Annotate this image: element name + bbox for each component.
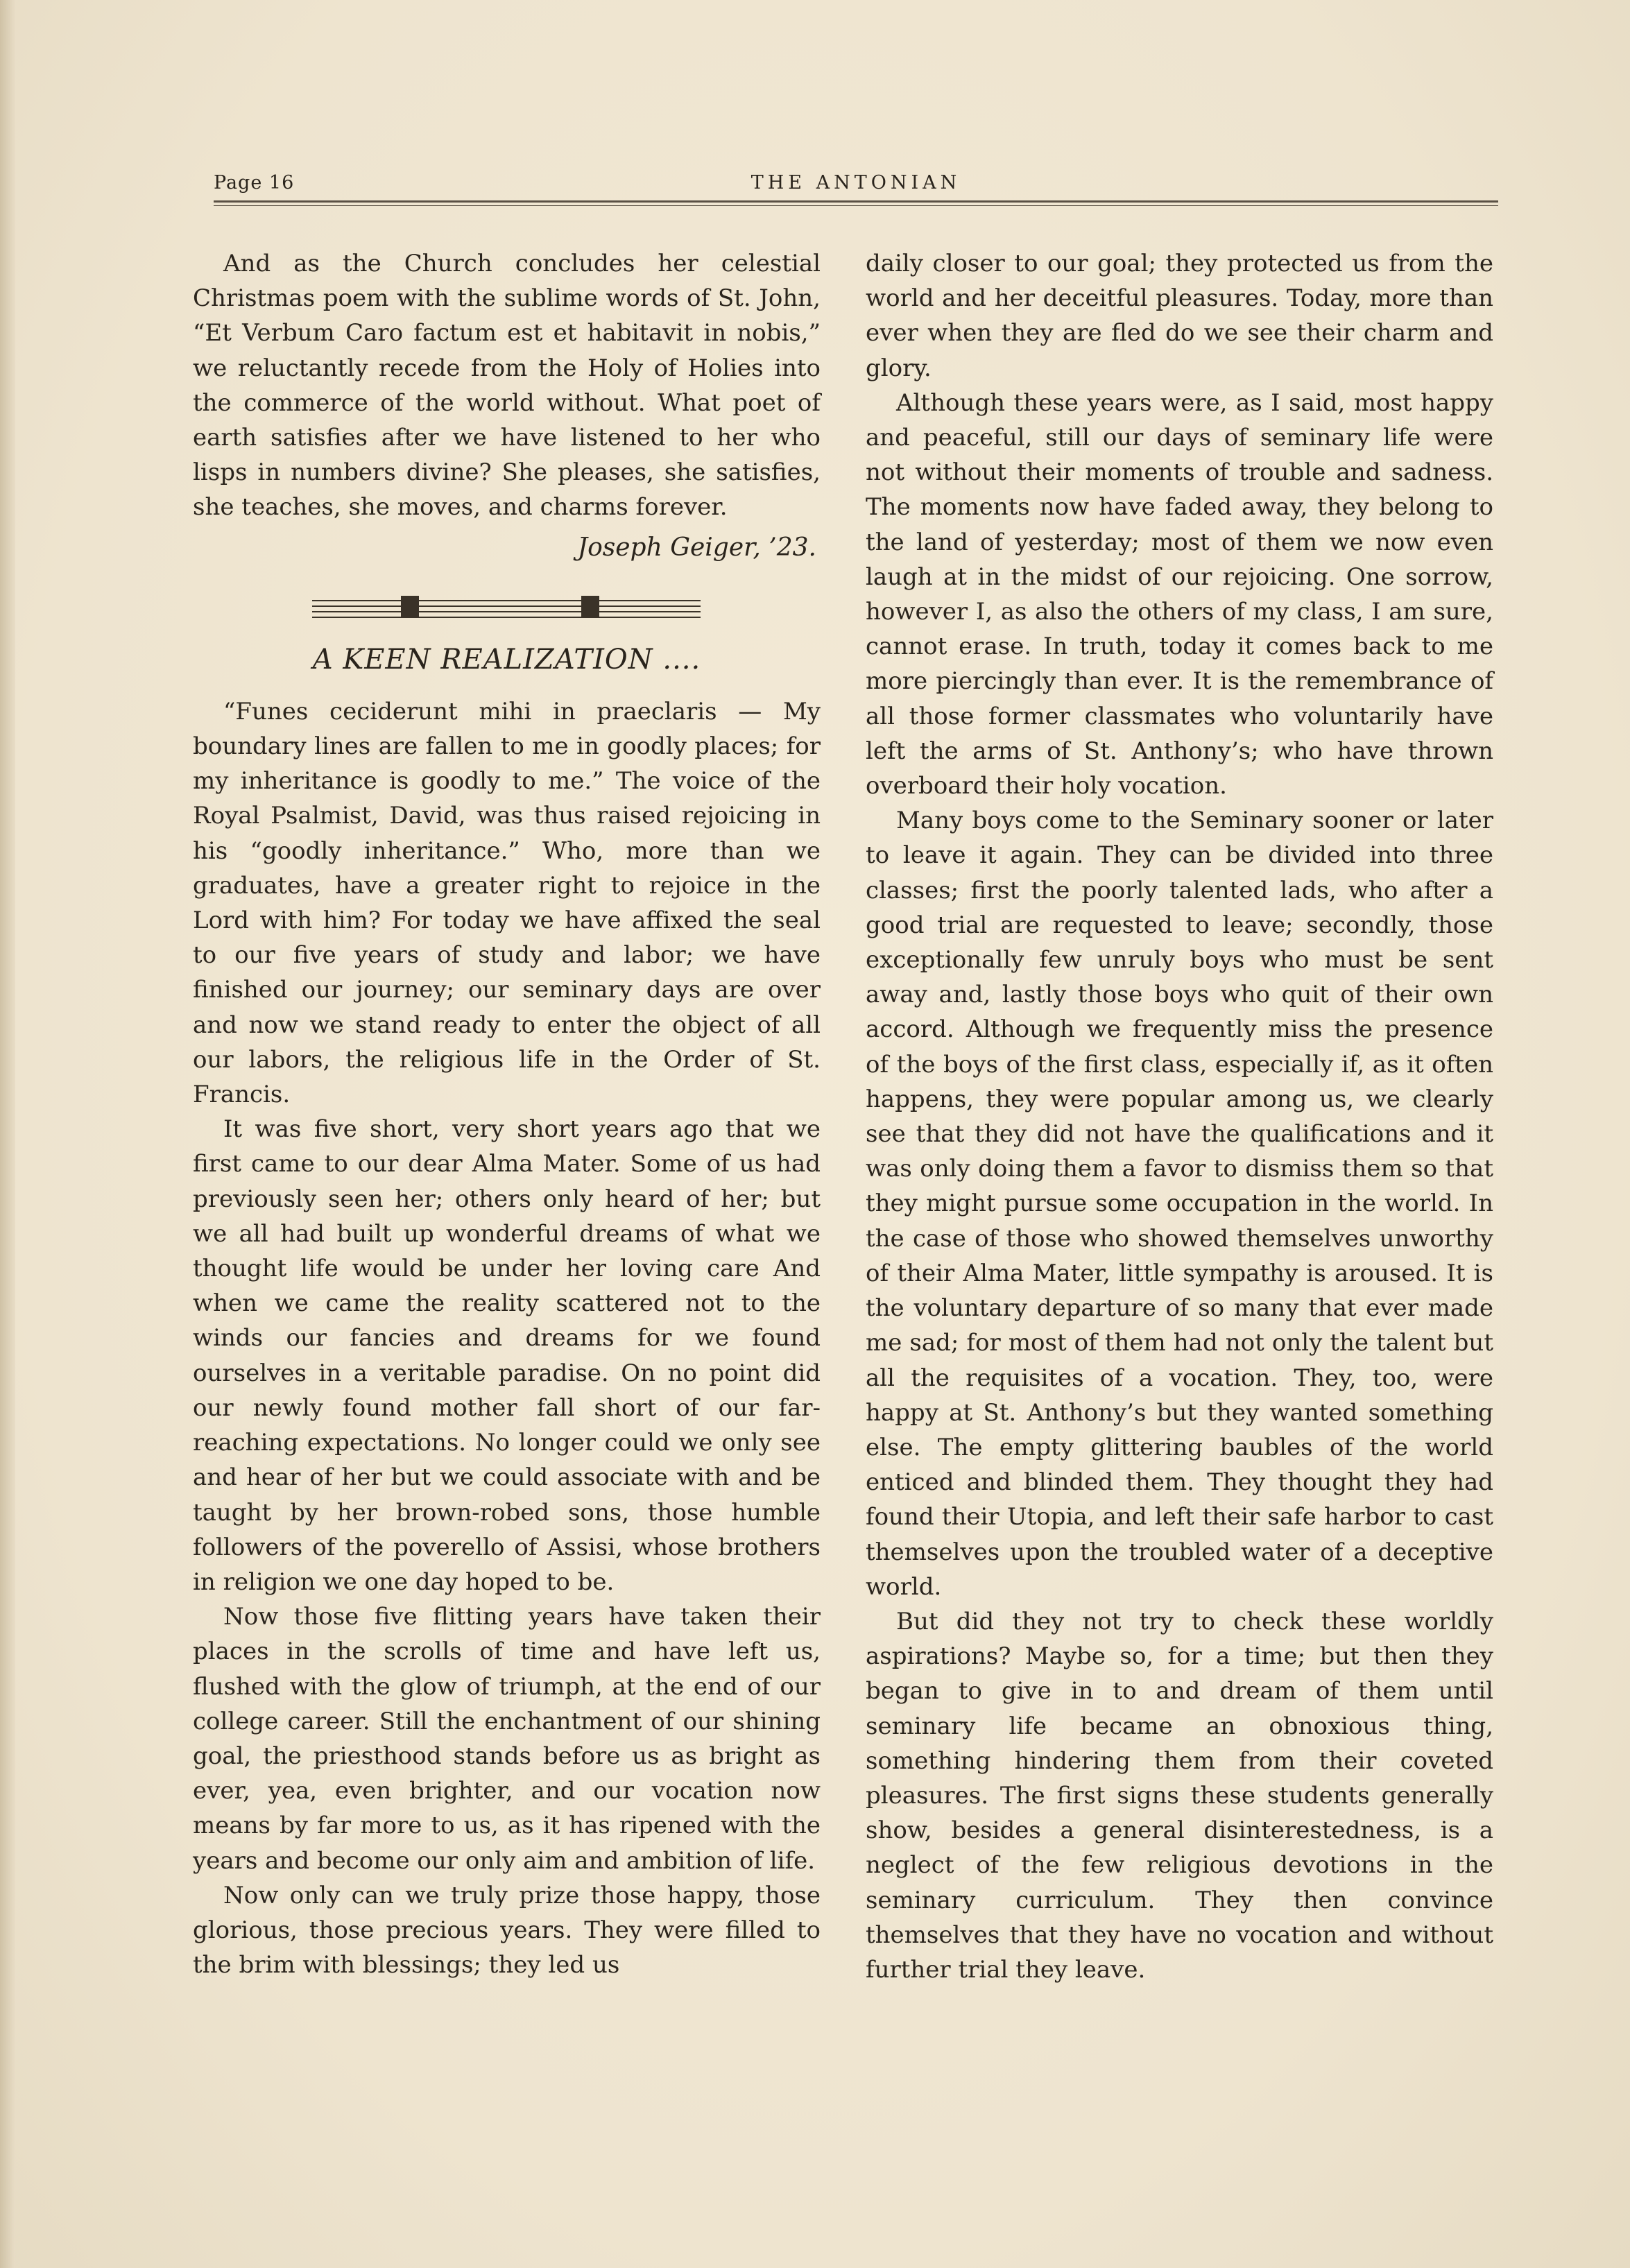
running-header <box>214 172 1498 200</box>
closing-paragraph: And as the Church concludes her celestial Christmas poem with the sublime words of St. John, “Et Verbum Caro factum est et habitavit in nobis,” we reluctantly recede from the Holy of Holies into the commerce of the world without. What poet of earth satisfies after we have listened to her who lisps in numbers divine? She pleases, she satisfies, she teaches, she moves, and charms forever. <box>193 250 821 522</box>
article-paragraph: “Funes ceciderunt mihi in praeclaris — My boundary lines are fallen to me in goodly places; for my inheritance is goodly to me.” The voice of the Royal Psalmist, David, was thus raised rejoicing in his “goodly inheritance.” Who, more than we graduates, have a greater right to rejoice in the Lord with him? For today we have affixed the seal to our five years of study and labor; we have finished our journey; our seminary days are over and now we stand ready to enter the object of all our labors, the religious life in the Order of St. Francis. <box>193 697 821 1109</box>
binding-edge <box>0 0 15 2268</box>
article-paragraph: Although these years were, as I said, most happy and peaceful, still our days of seminary life were not without their moments of trouble and sadness. The moments now have faded away, they belong to the land of yesterday; most of them we now even laugh at in the midst of our rejoicing. One sorrow, however I, as also the others of my class, I am sure, cannot erase. In truth, today it comes back to me more piercingly than ever. It is the remembrance of all those former classmates who voluntarily have left the arms of St. Anthony’s; who have thrown overboard their holy vocation. <box>866 388 1493 800</box>
article-paragraph: Now only can we truly prize those happy, those glorious, those precious years. They were filled to the brim with blessings; they led us <box>193 1881 821 1979</box>
ornamental-divider <box>193 592 821 625</box>
page-number: Page 16 <box>214 172 295 194</box>
article-paragraph: It was five short, very short years ago that we first came to our dear Alma Mater. Some of us had previously seen her; others only heard of her; but we all had built up wonderful dreams of what we thought life would be under her loving care And when we came the reality scattered not to the winds our fancies and dreams for we found ourselves in a veritable paradise. On no point did our newly found mother fall short of our far-reaching expectations. No longer could we only see and hear of her but we could associate with and be taught by her brown-robed sons, those humble followers of the poverello of Assisi, whose brothers in religion we one day hoped to be. <box>193 1115 821 1596</box>
left-column <box>193 246 821 1982</box>
right-column <box>866 246 1493 1987</box>
article-paragraph: Now those five flitting years have taken their places in the scrolls of time and have left us, flushed with the glow of triumph, at the end of our college career. Still the enchantment of our shining goal, the priesthood stands before us as bright as ever, yea, even brighter, and our vocation now means by far more to us, as it has ripened with the years and become our only aim and ambition of life. <box>193 1603 821 1875</box>
article-paragraph: daily closer to our goal; they protected us from the world and her deceitful pleasures. Today, more than ever when they are fled do we see their charm and glory. <box>866 250 1493 382</box>
divider-ornament <box>581 596 599 617</box>
divider-ornament <box>401 596 419 617</box>
article-paragraph: But did they not try to check these worldly aspirations? Maybe so, for a time; but then they began to give in to and dream of them until seminary life became an obnoxious thing, something hindering them from their coveted pleasures. The first signs these students generally show, besides a general disinterestedness, is a neglect of the few religious devotions in the seminary curriculum. They then convince themselves that they have no vocation and without further trial they leave. <box>866 1607 1493 1984</box>
author-signature: Joseph Geiger, ’23. <box>577 533 816 562</box>
header-rule <box>214 200 1498 203</box>
header-rule-thin <box>214 205 1498 206</box>
article-paragraph: Many boys come to the Seminary sooner or later to leave it again. They can be divided into three classes; first the poorly talented lads, who after a good trial are requested to leave; secondly, those exceptionally few unruly boys who must be sent away and, lastly those boys who quit of their own accord. Although we frequently miss the presence of the boys of the first class, especially if, as it often happens, they were popular among us, we clearly see that they did not have the qualifications and it was only doing them a favor to dismiss them so that they might pursue some occupation in the world. In the case of those who showed themselves unworthy of their Alma Mater, little sympathy is aroused. It is the voluntary departure of so many that ever made me sad; for most of them had not only the talent but all the requisites of a vocation. They, too, were happy at St. Anthony’s but they wanted something else. The empty glittering baubles of the world enticed and blinded them. They thought they had found their Utopia, and left their safe harbor to cast themselves upon the troubled water of a deceptive world. <box>866 807 1493 1601</box>
section-heading: A KEEN REALIZATION .... <box>312 643 701 676</box>
publication-title: THE ANTONIAN <box>750 172 961 194</box>
